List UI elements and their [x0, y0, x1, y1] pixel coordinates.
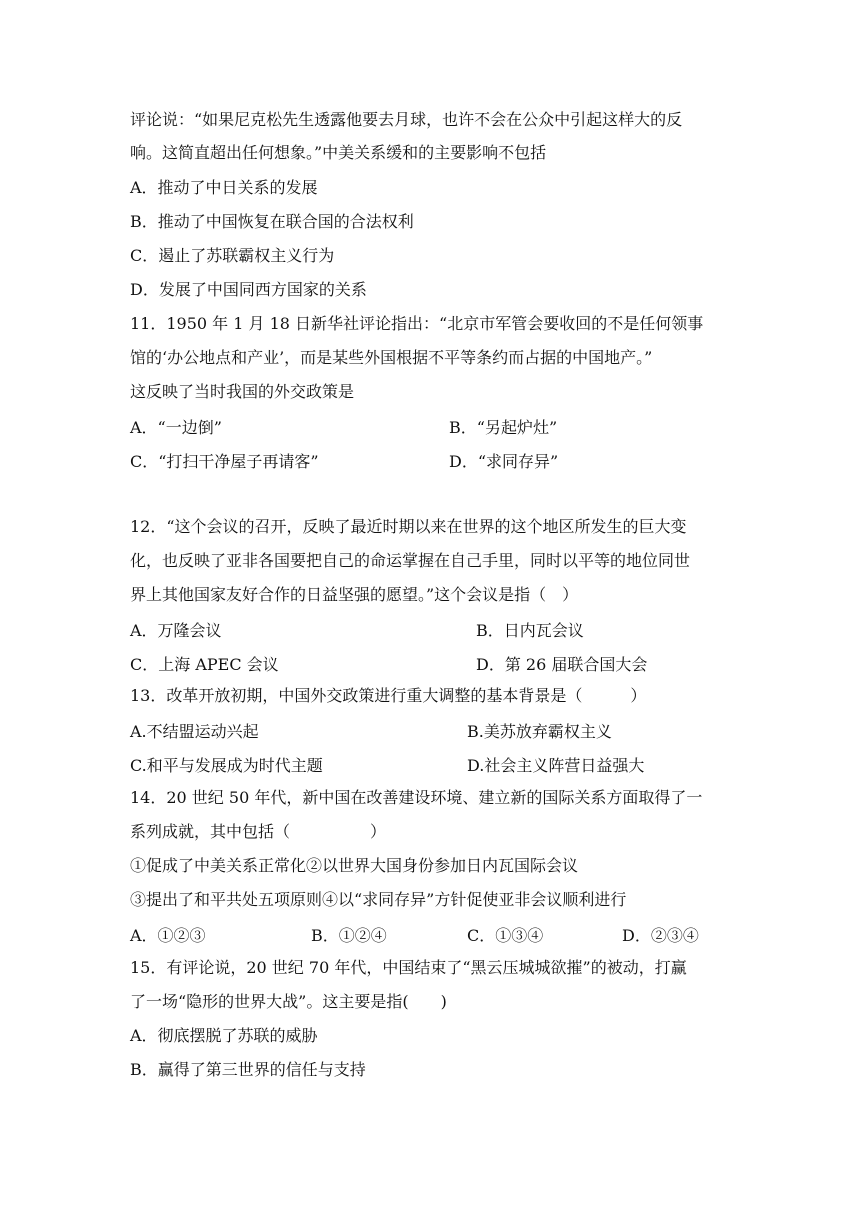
- q11-option-b: B．“另起炉灶”: [449, 418, 558, 437]
- q11-stem-line-3: 这反映了当时我国的外交政策是: [130, 382, 355, 401]
- q12-option-a: A．万隆会议: [130, 621, 222, 640]
- q10-stem-line-2: 响。这简直超出任何想象。”中美关系缓和的主要影响不包括: [130, 143, 547, 162]
- q13-option-b: B.美苏放弃霸权主义: [467, 722, 612, 741]
- q11-option-c: C．“打扫干净屋子再请客”: [130, 452, 319, 471]
- q14-option-c: C．①③④: [467, 926, 544, 945]
- q12-stem-line-3: 界上其他国家友好合作的日益坚强的愿望。”这个会议是指（ ）: [130, 585, 579, 604]
- q14-option-d: D．②③④: [622, 926, 699, 945]
- q13-option-c: C.和平与发展成为时代主题: [130, 756, 323, 775]
- q15-option-b: B．赢得了第三世界的信任与支持: [130, 1060, 366, 1079]
- q10-option-b: B．推动了中国恢复在联合国的合法权利: [130, 212, 414, 231]
- q14-option-b: B．①②④: [311, 926, 387, 945]
- q10-option-a: A．推动了中日关系的发展: [130, 178, 318, 197]
- q11-option-d: D．“求同存异”: [449, 452, 559, 471]
- q14-stem-line-2: 系列成就，其中包括（ ）: [130, 822, 387, 841]
- q10-option-c: C．遏止了苏联霸权主义行为: [130, 246, 335, 265]
- q13-option-a: A.不结盟运动兴起: [130, 722, 259, 741]
- q13-option-d: D.社会主义阵营日益强大: [467, 756, 645, 775]
- q11-option-a: A．“一边倒”: [130, 418, 222, 437]
- q11-stem-line-2: 馆的‘办公地点和产业’，而是某些外国根据不平等条约而占据的中国地产。”: [130, 348, 653, 367]
- q11-stem-line-1: 11．1950 年 1 月 18 日新华社评论指出：“北京市军管会要收回的不是任何领事: [130, 314, 704, 333]
- q15-stem-line-2: 了一场“隐形的世界大战”。这主要是指( ): [130, 992, 447, 1011]
- q12-stem-line-1: 12．“这个会议的召开，反映了最近时期以来在世界的这个地区所发生的巨大变: [130, 517, 687, 536]
- q12-option-d: D．第 26 届联合国大会: [476, 655, 648, 674]
- q14-statement-line-2: ③提出了和平共处五项原则④以“求同存异”方针促使亚非会议顺利进行: [130, 890, 627, 909]
- q12-option-c: C．上海 APEC 会议: [130, 655, 279, 674]
- q13-stem-line-1: 13．改革开放初期，中国外交政策进行重大调整的基本背景是（ ）: [130, 686, 647, 705]
- q12-stem-line-2: 化，也反映了亚非各国要把自己的命运掌握在自己手里，同时以平等的地位同世: [130, 551, 691, 570]
- q10-option-d: D．发展了中国同西方国家的关系: [130, 280, 367, 299]
- q14-statement-line-1: ①促成了中美关系正常化②以世界大国身份参加日内瓦国际会议: [130, 856, 579, 875]
- q12-option-b: B．日内瓦会议: [476, 621, 584, 640]
- q15-option-a: A．彻底摆脱了苏联的威胁: [130, 1026, 318, 1045]
- q10-stem-line-1: 评论说：“如果尼克松先生透露他要去月球，也许不会在公众中引起这样大的反: [130, 110, 683, 129]
- q15-stem-line-1: 15．有评论说，20 世纪 70 年代，中国结束了“黑云压城城欲摧”的被动，打赢: [130, 958, 687, 977]
- q14-stem-line-1: 14．20 世纪 50 年代，新中国在改善建设环境、建立新的国际关系方面取得了一: [130, 788, 703, 807]
- q14-option-a: A．①②③: [130, 926, 206, 945]
